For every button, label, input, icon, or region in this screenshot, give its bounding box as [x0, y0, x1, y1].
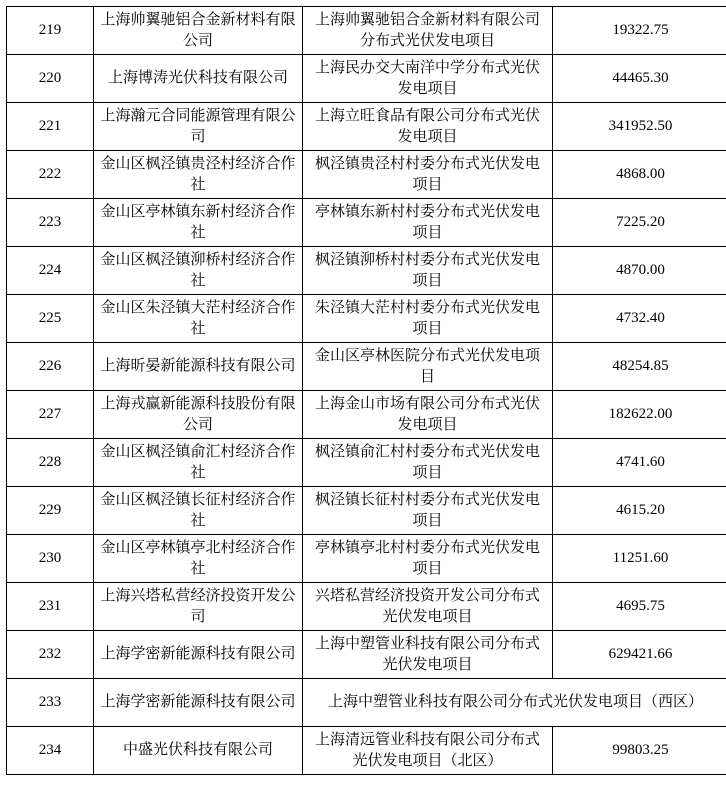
table-row	[7, 343, 726, 391]
table-row	[7, 247, 726, 295]
project-cell	[303, 583, 553, 631]
row-number-cell	[7, 583, 94, 631]
table-row	[7, 727, 726, 775]
row-number-cell-text: 221	[38, 118, 62, 134]
company-cell	[94, 247, 303, 295]
project-cell	[303, 7, 553, 55]
company-cell-text: 金山区枫泾镇泖桥村经济合作社	[100, 251, 296, 289]
row-number-cell-text: 233	[38, 694, 62, 710]
project-cell	[303, 535, 553, 583]
table-row	[7, 7, 726, 55]
amount-cell-text: 4732.40	[616, 310, 665, 326]
company-cell	[94, 679, 303, 727]
row-number-cell-text: 220	[38, 70, 62, 86]
amount-cell	[553, 727, 726, 775]
company-cell-text: 金山区朱泾镇大茫村经济合作社	[100, 299, 296, 337]
row-number-cell-text: 222	[38, 166, 62, 182]
project-cell	[303, 631, 553, 679]
project-cell-text: 枫泾镇泖桥村村委分布式光伏发电项目	[314, 251, 540, 289]
company-cell	[94, 439, 303, 487]
project-cell	[303, 487, 553, 535]
row-number-cell-text: 234	[38, 742, 62, 758]
amount-cell-text: 48254.85	[612, 358, 669, 374]
project-cell-text: 亭林镇东新村村委分布式光伏发电项目	[314, 203, 540, 241]
company-cell-text: 上海学密新能源科技有限公司	[100, 694, 296, 710]
company-cell	[94, 7, 303, 55]
amount-cell-text: 4870.00	[616, 262, 665, 278]
company-cell	[94, 103, 303, 151]
table-row	[7, 631, 726, 679]
row-number-cell-text: 230	[38, 550, 62, 566]
project-cell	[303, 199, 553, 247]
company-cell	[94, 55, 303, 103]
row-number-cell-text: 224	[38, 262, 62, 278]
table-row	[7, 55, 726, 103]
amount-cell-text: 4868.00	[616, 166, 665, 182]
row-number-cell	[7, 391, 94, 439]
amount-cell-text: 182622.00	[608, 406, 673, 422]
amount-cell-text: 629421.66	[608, 646, 673, 662]
amount-cell	[553, 7, 726, 55]
row-number-cell-text: 223	[38, 214, 62, 230]
table-row	[7, 535, 726, 583]
table-row	[7, 295, 726, 343]
amount-cell	[553, 487, 726, 535]
amount-cell	[553, 55, 726, 103]
company-cell-text: 金山区亭林镇亭北村经济合作社	[100, 539, 296, 577]
row-number-cell-text: 231	[38, 598, 62, 614]
table-body	[7, 7, 726, 775]
row-number-cell	[7, 487, 94, 535]
project-cell-text: 金山区亭林医院分布式光伏发电项目	[314, 347, 540, 385]
subsidy-table	[6, 6, 726, 775]
company-cell	[94, 343, 303, 391]
table-row	[7, 199, 726, 247]
table-row	[7, 103, 726, 151]
amount-cell	[553, 199, 726, 247]
amount-cell-text: 99803.25	[612, 742, 669, 758]
project-cell	[303, 247, 553, 295]
project-cell-text: 上海中塑管业科技有限公司分布式光伏发电项目（西区）	[327, 694, 703, 710]
project-cell-text: 枫泾镇长征村村委分布式光伏发电项目	[314, 491, 540, 529]
amount-cell	[553, 247, 726, 295]
project-cell-text: 亭林镇亭北村村委分布式光伏发电项目	[314, 539, 540, 577]
amount-cell-text: 11251.60	[612, 550, 669, 566]
project-cell-text: 上海中塑管业科技有限公司分布式光伏发电项目	[314, 635, 540, 673]
row-number-cell	[7, 199, 94, 247]
amount-cell-text: 4615.20	[616, 502, 665, 518]
company-cell	[94, 583, 303, 631]
amount-cell-text: 341952.50	[608, 118, 673, 134]
project-cell	[303, 343, 553, 391]
table-row	[7, 391, 726, 439]
project-cell-text: 枫泾镇贵泾村村委分布式光伏发电项目	[314, 155, 540, 193]
amount-cell	[553, 583, 726, 631]
row-number-cell	[7, 631, 94, 679]
project-cell	[303, 55, 553, 103]
row-number-cell	[7, 679, 94, 727]
row-number-cell	[7, 55, 94, 103]
company-cell	[94, 535, 303, 583]
company-cell	[94, 295, 303, 343]
row-number-cell-text: 219	[38, 22, 62, 38]
project-cell-text: 兴塔私营经济投资开发公司分布式光伏发电项目	[314, 587, 540, 625]
row-number-cell	[7, 151, 94, 199]
company-cell-text: 上海戎赢新能源科技股份有限公司	[100, 395, 296, 433]
company-cell-text: 上海学密新能源科技有限公司	[100, 646, 296, 662]
company-cell	[94, 487, 303, 535]
row-number-cell	[7, 7, 94, 55]
company-cell-text: 上海兴塔私营经济投资开发公司	[100, 587, 296, 625]
amount-cell	[553, 535, 726, 583]
project-cell	[303, 103, 553, 151]
table-row	[7, 583, 726, 631]
company-cell	[94, 727, 303, 775]
company-cell-text: 上海瀚元合同能源管理有限公司	[100, 107, 296, 145]
amount-cell	[553, 343, 726, 391]
company-cell	[94, 631, 303, 679]
row-number-cell	[7, 103, 94, 151]
company-cell-text: 金山区枫泾镇俞汇村经济合作社	[100, 443, 296, 481]
project-cell-text: 上海立旺食品有限公司分布式光伏发电项目	[314, 107, 540, 145]
company-cell-text: 金山区枫泾镇贵泾村经济合作社	[100, 155, 296, 193]
company-cell-text: 上海帅翼驰铝合金新材料有限公司	[100, 11, 296, 49]
row-number-cell-text: 225	[38, 310, 62, 326]
company-cell	[94, 151, 303, 199]
company-cell-text: 上海昕晏新能源科技有限公司	[100, 358, 296, 374]
table-row	[7, 151, 726, 199]
row-number-cell	[7, 727, 94, 775]
project-cell-text: 上海民办交大南洋中学分布式光伏发电项目	[314, 59, 540, 97]
table-row	[7, 487, 726, 535]
row-number-cell-text: 227	[38, 406, 62, 422]
row-number-cell-text: 232	[38, 646, 62, 662]
company-cell	[94, 199, 303, 247]
project-cell	[303, 391, 553, 439]
company-cell-text: 金山区枫泾镇长征村经济合作社	[100, 491, 296, 529]
project-cell-text: 上海帅翼驰铝合金新材料有限公司分布式光伏发电项目	[314, 11, 540, 49]
project-cell-text: 朱泾镇大茫村村委分布式光伏发电项目	[314, 299, 540, 337]
row-number-cell-text: 229	[38, 502, 62, 518]
company-cell-text: 金山区亭林镇东新村经济合作社	[100, 203, 296, 241]
row-number-cell	[7, 295, 94, 343]
project-cell	[303, 295, 553, 343]
amount-cell	[553, 151, 726, 199]
company-cell	[94, 391, 303, 439]
amount-cell	[553, 295, 726, 343]
table-row	[7, 439, 726, 487]
company-cell-text: 中盛光伏科技有限公司	[122, 742, 273, 758]
project-cell-text: 上海金山市场有限公司分布式光伏发电项目	[314, 395, 540, 433]
amount-cell	[553, 439, 726, 487]
amount-cell-text: 4695.75	[616, 598, 665, 614]
row-number-cell-text: 228	[38, 454, 62, 470]
amount-cell	[553, 391, 726, 439]
amount-cell	[553, 631, 726, 679]
row-number-cell	[7, 247, 94, 295]
project-cell	[303, 439, 553, 487]
company-cell-text: 上海博涛光伏科技有限公司	[107, 70, 288, 86]
amount-cell-text: 7225.20	[616, 214, 665, 230]
row-number-cell-text: 226	[38, 358, 62, 374]
project-cell-text: 上海清远管业科技有限公司分布式光伏发电项目（北区）	[314, 731, 540, 769]
amount-cell-text: 19322.75	[612, 22, 669, 38]
row-number-cell	[7, 535, 94, 583]
project-cell	[303, 727, 553, 775]
project-cell	[303, 151, 553, 199]
project-cell	[303, 679, 726, 727]
project-cell-text: 枫泾镇俞汇村村委分布式光伏发电项目	[314, 443, 540, 481]
amount-cell	[553, 103, 726, 151]
row-number-cell	[7, 439, 94, 487]
amount-cell-text: 44465.30	[612, 70, 669, 86]
row-number-cell	[7, 343, 94, 391]
amount-cell-text: 4741.60	[616, 454, 665, 470]
table-row	[7, 679, 726, 727]
